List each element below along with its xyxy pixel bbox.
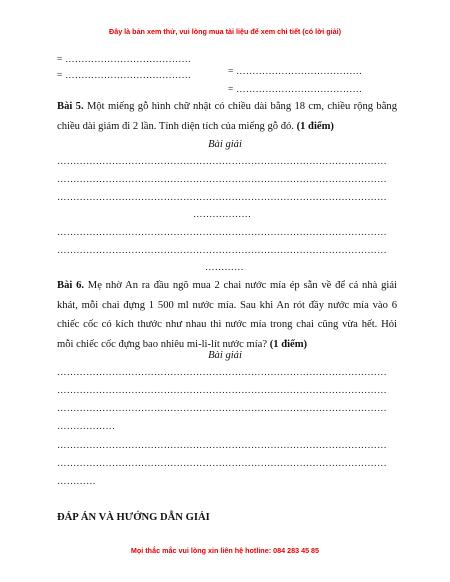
preview-notice: Đây là bản xem thử, vui lòng mua tài liệu để xem chi tiết (có lời giải)	[109, 27, 341, 36]
answer-line: ………………	[57, 422, 116, 432]
answer-line: …………………………………………………………………………………………	[57, 228, 387, 238]
exercise-5	[57, 97, 397, 136]
answer-line: …………………………………………………………………………………………	[57, 157, 387, 167]
answer-blank: = …………………………………	[228, 85, 363, 95]
answer-line: …………………………………………………………………………………………	[57, 386, 387, 396]
exercise-6-label: Bài 6.	[57, 280, 85, 291]
exercise-6-points: (1 điểm)	[267, 338, 308, 350]
answer-line: …………………………………………………………………………………………	[57, 459, 387, 469]
contact-notice: Mọi thắc mắc vui lòng xin liên hệ hotline: 084 283 45 85	[130, 546, 320, 555]
answer-blank: = …………………………………	[228, 67, 363, 77]
answer-line: …………………………………………………………………………………………	[57, 368, 387, 378]
answer-line: …………………………………………………………………………………………	[57, 441, 387, 451]
answer-blank: = …………………………………	[57, 55, 192, 65]
solution-heading: Bài giải	[208, 139, 242, 150]
exercise-5-points: (1 điểm)	[293, 120, 334, 132]
answer-line: …………………………………………………………………………………………	[57, 404, 387, 414]
answer-line: ………………	[193, 210, 252, 220]
answer-blank: = …………………………………	[57, 71, 192, 81]
exercise-5-label: Bài 5.	[57, 101, 84, 112]
exercise-5-text: Một miếng gỗ hình chữ nhật có chiều dài bằng 18 cm, chiều rộng bằng chiều dài giảm đi 2 lần. Tính diện tích của miếng gỗ đó.	[57, 101, 397, 132]
answer-line: …………	[57, 477, 96, 487]
exercise-6-text: Mẹ nhờ An ra đầu ngõ mua 2 chai nước mía ép sẵn về để cả nhà giải khát, mỗi chai đựng 1 500 ml nước mía. Sau khi An rót đầy nước mía vào 6 chiếc cốc có kích thước như nhau thì nước mía trong chai cũng vừa hết. Hỏi mỗi chiếc cốc đựng bao nhiêu mi-li-lít nước mía?	[57, 280, 397, 350]
answer-line: …………………………………………………………………………………………	[57, 175, 387, 185]
solution-heading: Bài giải	[208, 350, 242, 361]
answer-line: …………………………………………………………………………………………	[57, 193, 387, 203]
answer-section-title: ĐÁP ÁN VÀ HƯỚNG DẪN GIẢI	[57, 512, 210, 523]
answer-line: …………………………………………………………………………………………	[57, 246, 387, 256]
answer-line: …………	[205, 263, 244, 273]
exercise-6	[57, 276, 397, 354]
